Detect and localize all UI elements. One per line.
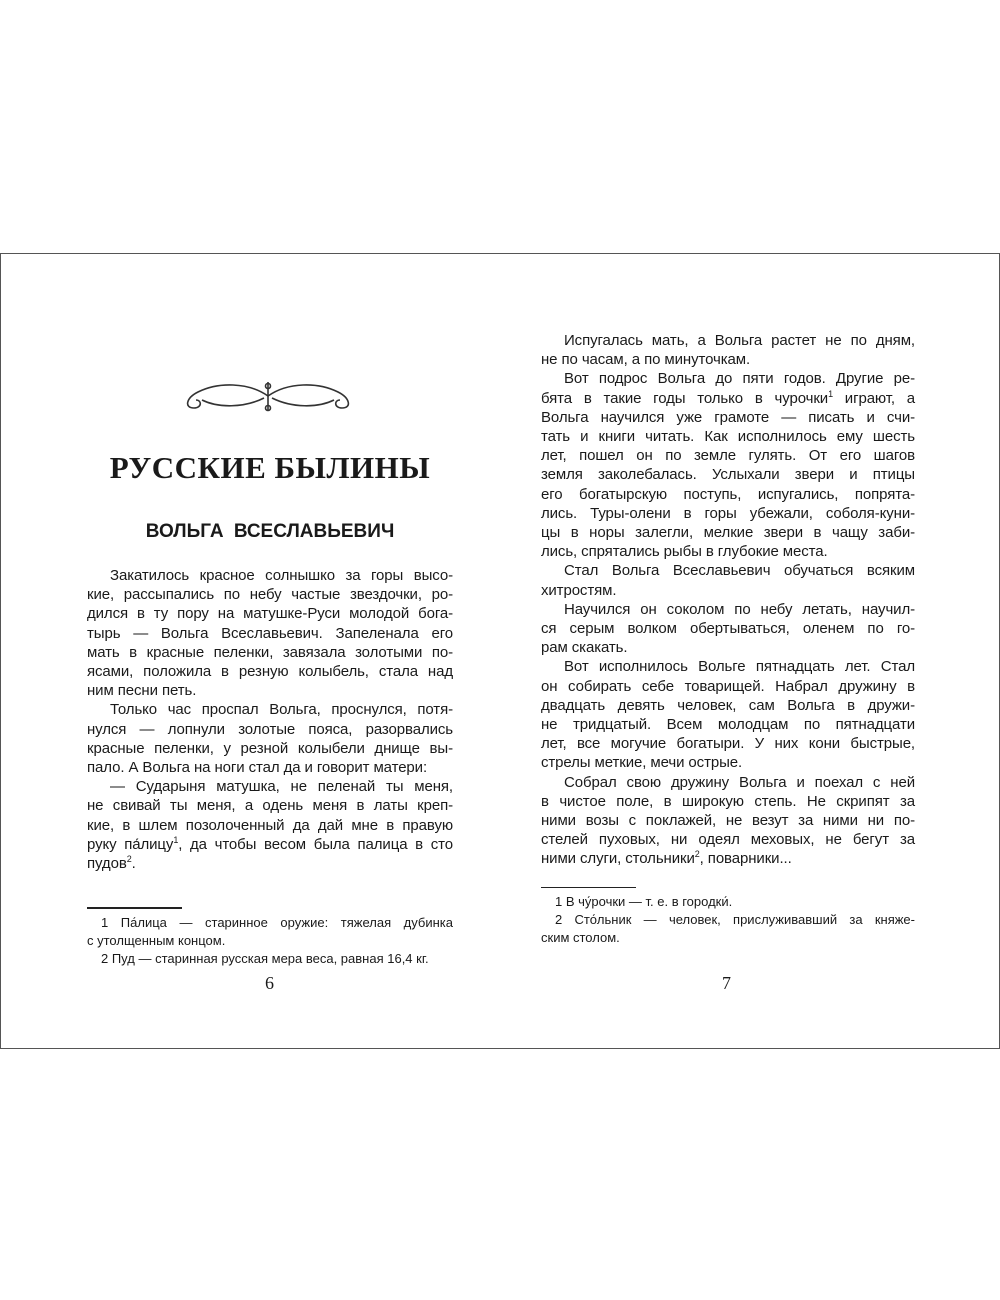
body-line: тырь — Вольга Всеславьевич. Запеленала его [87,624,453,642]
body-line: лись, спрятались рыбы в глубокие места. [541,543,828,561]
body-line: не свивай ты меня, а одень меня в латы креп- [87,797,453,815]
body-line: Научился он соколом по небу летать, научил- [564,600,915,618]
footnote-line: 2 Сто́льник — человек, прислуживавший за княже- [555,912,915,928]
footnote-line: 1 В чу́рочки — т. е. в городки́. [555,894,733,910]
right-page-footnotes [541,893,915,947]
body-line: земля заколебалась. Услыхали звери и птицы [541,466,915,484]
left-page-column [87,566,453,968]
page-number-right: 7 [722,973,731,993]
body-line: тать и книги читать. Как исполнилось ему шесть [541,428,915,446]
body-line: Вольга научился уже грамоте — писать и счи- [541,408,915,426]
body-line: ними возы с поклажей, не везут за ними ни по- [541,812,915,830]
chapter-title: ВОЛЬГА ВСЕСЛАВЬЕВИЧ [145,521,395,542]
body-line: Собрал свою дружину Вольга и поехал с ней [564,773,915,791]
footnote-line: 2 Пуд — старинная русская мера веса, равная 16,4 кг. [101,950,429,966]
body-line: в чистое поле, в широкую степь. Не скрипят за [541,792,915,810]
body-line: стрелы меткие, мечи острые. [541,754,743,772]
footnote-ref: 2 [126,854,132,865]
body-line: лет, все могучие богатыри. У них кони быстрые, [541,735,915,753]
body-line: не по часам, а по минуточкам. [541,351,751,369]
body-line: ясами, положила в резную колыбель, стала над [87,663,453,681]
body-line: кие, рассыпались по небу частые звездочки, ро- [87,586,453,604]
body-line: ним песни петь. [87,682,197,700]
right-page-body [541,331,915,869]
body-line: лет, пошел он по земле гулять. От его шагов [541,447,915,465]
right-page-column [541,331,915,947]
footnote-rule [87,907,182,909]
body-line: бята в такие годы только в чурочки$^1$ играют, а [541,388,915,407]
book-section-title: РУССКИЕ БЫЛИНЫ [109,450,431,485]
body-line: Закатилось красное солнышко за горы высо- [110,567,453,584]
body-line: Вот исполнилось Вольге пятнадцать лет. Стал [564,658,915,676]
ornament-flourish-icon [178,378,358,414]
body-line: пало. А Вольга на ноги стал да и говорит матери: [87,759,428,777]
footnote-line: 1 Па́лица — старинное оружие: тяжелая дубинка [101,914,453,930]
body-line: руку па́лицу$^1$, да чтобы весом была палица в сто [87,834,453,853]
body-line: стелей пуховых, ни одеял меховых, не бегут за [541,831,915,849]
body-line: не тридцатый. Всем молодцам по пятнадцати [541,716,915,734]
body-line: ся серым волком обертываться, оленем по го- [541,620,915,638]
footnote-rule [541,887,636,889]
body-line: Стал Вольга Всеславьевич обучаться всяким [564,562,915,580]
page-number-left: 6 [265,973,274,993]
body-line: лись. Туры-олени в горы убежали, соболя-куни- [541,504,915,522]
body-line: хитростям. [541,581,617,599]
body-line: цы в норы залегли, мелкие звери в чащу заби- [541,524,915,542]
body-line: мать в красные пеленки, завязала золотыми по- [87,643,453,661]
body-line: Только час проспал Вольга, проснулся, потя- [110,701,453,719]
body-line: ними слуги, стольники$^2$, поварники... [541,849,792,868]
body-line: Испугалась мать, а Вольга растет не по дням, [564,332,915,349]
body-line: он собирать себе товарищей. Набрал дружину в [541,677,915,695]
body-line: нулся — лопнули золотые пояса, разорвались [87,720,453,738]
body-line: пудов$^2$. [87,854,136,873]
footnote-ref: 2 [694,849,700,860]
left-page-footnotes [87,914,453,968]
body-line: рам скакать. [541,639,628,657]
footnote-ref: 1 [173,834,179,845]
body-line: — Сударыня матушка, не пеленай ты меня, [110,778,453,796]
body-line: дился в ту пору на матушке-Руси молодой бога- [87,605,453,623]
body-line: его богатырскую поступь, испугались, попрята- [541,485,915,503]
footnote-line: с утолщенным концом. [87,932,226,948]
body-line: двадцать девять человек, сам Вольга в дружи- [541,696,915,714]
footnote-ref: 1 [828,388,833,399]
body-line: Вот подрос Вольга до пяти годов. Другие ре- [564,370,915,388]
footnote-line: ским столом. [541,930,620,946]
body-line: красные пеленки, у резной колыбели днище вы- [87,739,453,757]
body-line: кие, в шлем позолоченный да дай мне в правую [87,816,453,834]
left-page-body [87,566,453,873]
